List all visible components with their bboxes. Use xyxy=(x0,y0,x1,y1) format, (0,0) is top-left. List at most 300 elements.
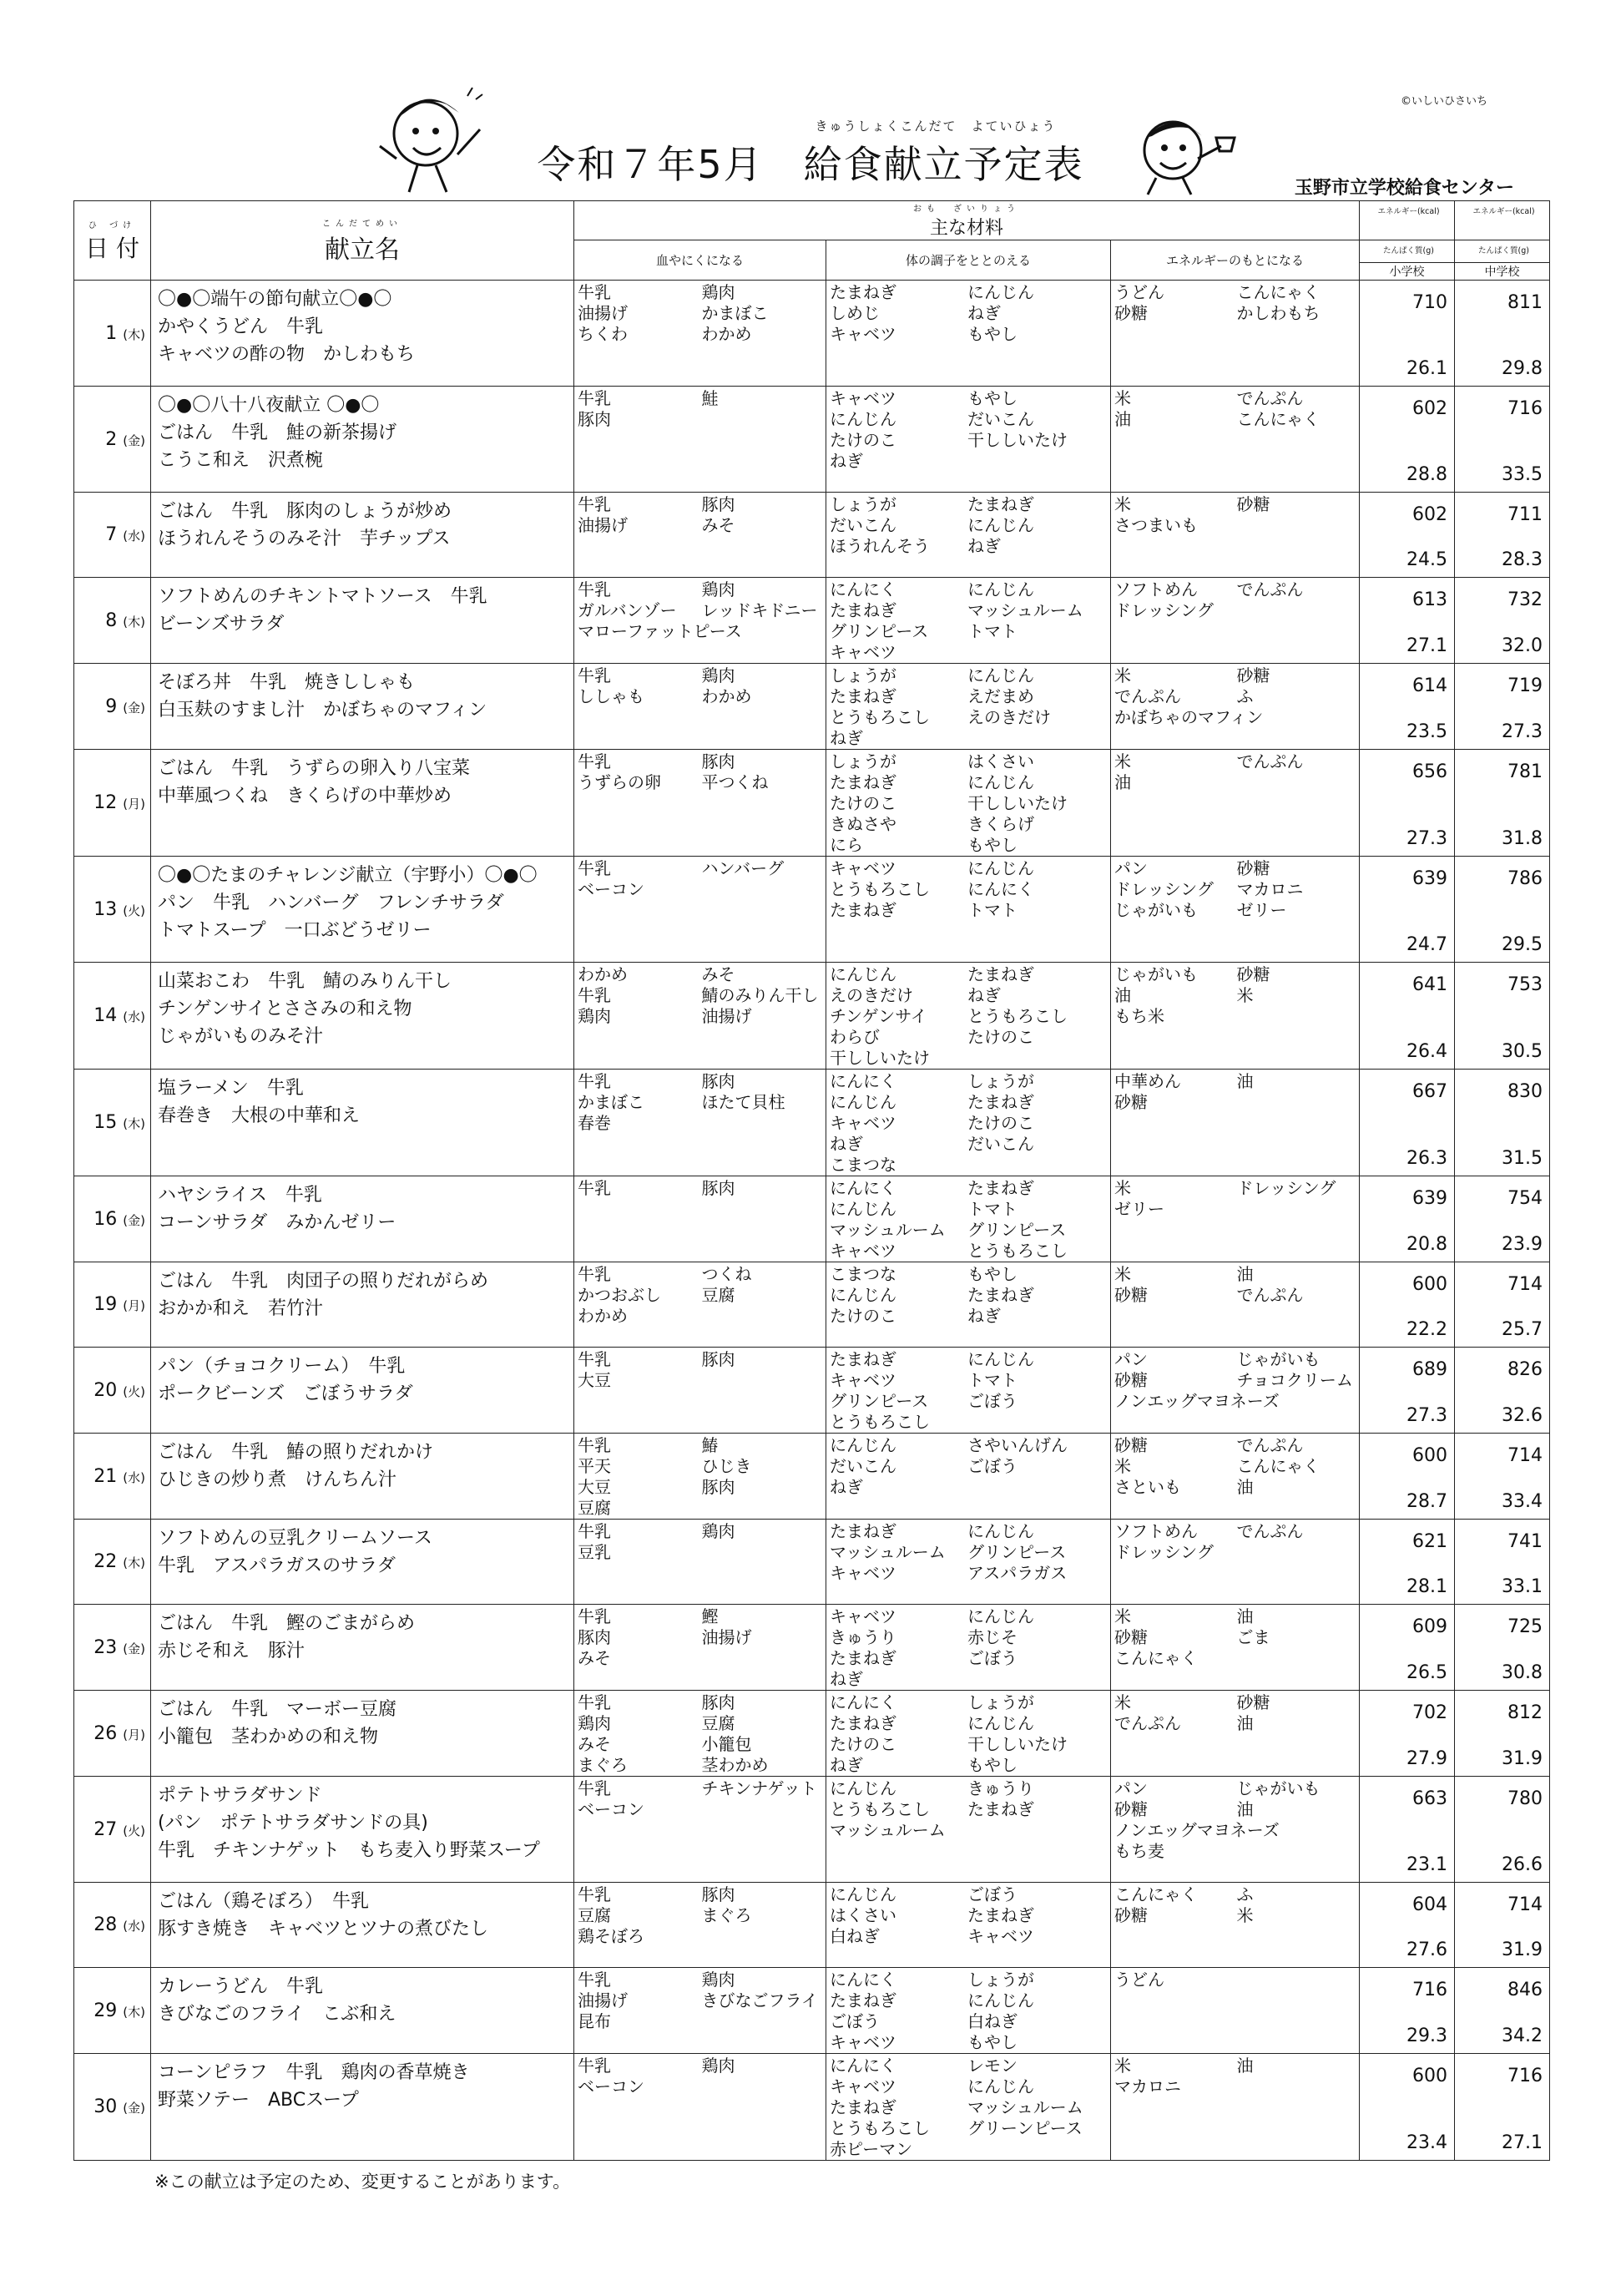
material-item: 干ししいたけ xyxy=(967,1734,1068,1754)
material-item: じゃがいも xyxy=(1236,1349,1321,1369)
material-item: 牛乳 xyxy=(578,858,611,878)
menu-row xyxy=(74,1070,1550,1176)
material-item: たまねぎ xyxy=(830,1349,896,1369)
protein-value: 23.5 xyxy=(1406,721,1447,742)
material-item: きぬさや xyxy=(830,814,896,834)
material-item xyxy=(702,879,826,900)
material-item: ゼリー xyxy=(1236,900,1287,920)
energy-value: 716 xyxy=(1507,398,1543,419)
material-item: 豚肉 xyxy=(701,494,735,514)
menu-cell xyxy=(151,1605,574,1691)
material-item: 油揚げ xyxy=(578,303,628,323)
junior-nutrition-cell xyxy=(1455,1262,1550,1348)
material-item: 砂糖 xyxy=(1114,303,1148,323)
material-item: 牛乳 xyxy=(578,494,611,514)
material-item: 砂糖 xyxy=(1114,1799,1148,1819)
material-item xyxy=(702,2076,826,2097)
material-item: しょうが xyxy=(967,1970,1034,1990)
material-item: でんぷん xyxy=(1114,686,1181,706)
menu-row xyxy=(74,1691,1550,1777)
elementary-nutrition-cell xyxy=(1360,857,1455,963)
date-cell: 21 (水) xyxy=(74,1434,151,1520)
energy-value: 811 xyxy=(1507,292,1543,313)
material-item: もやし xyxy=(967,324,1018,344)
material-item: ししゃも xyxy=(578,686,644,706)
material-item: 豆腐 xyxy=(701,1285,735,1305)
menu-item: ごはん 牛乳 うずらの卵入り八宝菜 xyxy=(158,758,471,779)
material-item: ごぼう xyxy=(967,1456,1018,1476)
material-item: ごぼう xyxy=(967,1391,1018,1411)
menu-item: ほうれんそうのみそ汁 芋チップス xyxy=(158,528,451,549)
junior-nutrition-cell xyxy=(1455,1348,1550,1434)
material-item: チンゲンサイ xyxy=(830,1006,927,1026)
material-item: ねぎ xyxy=(830,1755,863,1775)
blood-materials-cell xyxy=(574,750,826,857)
material-item: マカロニ xyxy=(1236,879,1304,899)
energy-value: 641 xyxy=(1412,974,1447,995)
footer-note: ※この献立は予定のため、変更することがあります。 xyxy=(154,2172,571,2192)
menu-cell xyxy=(151,1070,574,1176)
material-item: ねぎ xyxy=(830,728,863,748)
material-item: 牛乳 xyxy=(578,1970,611,1990)
material-item: かぼちゃのマフィン xyxy=(1114,707,1264,727)
energy-value: 689 xyxy=(1412,1359,1447,1380)
material-item: 豚肉 xyxy=(701,1349,735,1369)
material-item: マッシュルーム xyxy=(830,1542,946,1562)
material-item: とうもろこし xyxy=(830,707,930,727)
menu-item: 野菜ソテー ABCスープ xyxy=(158,2090,359,2111)
material-item: 牛乳 xyxy=(578,1606,611,1626)
material-item: 白ねぎ xyxy=(967,2011,1018,2031)
material-item xyxy=(967,1412,1105,1433)
material-item: うどん xyxy=(1114,282,1164,302)
material-item: 米 xyxy=(1114,1606,1131,1626)
material-item xyxy=(702,1542,826,1563)
material-item: 鶏肉 xyxy=(701,579,735,599)
protein-value: 26.3 xyxy=(1406,1148,1447,1169)
protein-value: 26.1 xyxy=(1406,358,1447,379)
material-item: 米 xyxy=(1114,1264,1131,1284)
material-item: 米 xyxy=(1114,665,1131,685)
protein-value: 30.5 xyxy=(1502,1041,1543,1062)
material-item: 鶏肉 xyxy=(701,2056,735,2076)
menu-item: 春巻き 大根の中華和え xyxy=(158,1105,361,1126)
material-item: 油揚げ xyxy=(701,1006,752,1026)
material-item xyxy=(967,1477,1105,1498)
energy-materials-cell xyxy=(1111,664,1360,750)
menu-cell xyxy=(151,963,574,1070)
material-item: みそ xyxy=(701,515,735,535)
material-item: 砂糖 xyxy=(1114,1092,1148,1112)
material-item: 豚肉 xyxy=(578,1627,611,1647)
material-item: たまねぎ xyxy=(830,600,896,620)
junior-nutrition-cell xyxy=(1455,750,1550,857)
menu-item: きびなごのフライ こぶ和え xyxy=(158,2004,396,2025)
material-item: トマト xyxy=(967,1199,1018,1219)
material-item: かまぼこ xyxy=(578,1092,644,1112)
energy-value: 602 xyxy=(1412,504,1447,525)
material-item: わかめ xyxy=(578,1306,628,1326)
protein-value: 26.5 xyxy=(1406,1662,1447,1683)
protein-value: 31.9 xyxy=(1502,1748,1543,1769)
body-materials-cell xyxy=(826,493,1111,578)
menu-row xyxy=(74,1348,1550,1434)
material-item: もやし xyxy=(967,1264,1018,1284)
date-cell: 23 (金) xyxy=(74,1605,151,1691)
body-materials-cell xyxy=(826,1777,1111,1883)
material-item: でんぷん xyxy=(1236,1285,1304,1305)
body-materials-cell xyxy=(826,578,1111,664)
material-item: さつまいも xyxy=(1114,515,1198,535)
material-item: 鰆 xyxy=(701,1435,719,1455)
material-item: 小籠包 xyxy=(701,1734,752,1754)
blood-materials-cell xyxy=(574,1070,826,1176)
menu-item: 豚すき焼き キャベツとツナの煮びたし xyxy=(158,1919,489,1939)
material-item: たまねぎ xyxy=(830,772,896,792)
material-item: とうもろこし xyxy=(830,879,930,899)
blood-materials-cell xyxy=(574,1883,826,1968)
material-item: 鶏肉 xyxy=(701,282,735,302)
body-materials-cell xyxy=(826,387,1111,493)
blood-materials-cell xyxy=(574,578,826,664)
material-item: わかめ xyxy=(701,686,752,706)
material-item: 牛乳 xyxy=(578,1435,611,1455)
menu-item: 〇●〇八十八夜献立 〇●〇 xyxy=(158,395,380,416)
material-item: 牛乳 xyxy=(578,2056,611,2076)
material-item xyxy=(702,1648,826,1669)
material-item: にんじん xyxy=(830,409,896,429)
material-item: グリンピース xyxy=(967,1220,1067,1240)
material-item: 油 xyxy=(1114,772,1131,792)
material-item: にんじん xyxy=(967,282,1034,302)
material-item: キャベツ xyxy=(830,388,896,408)
material-item: たまねぎ xyxy=(830,1648,896,1668)
protein-value: 27.9 xyxy=(1406,1748,1447,1769)
menu-item: チンゲンサイとささみの和え物 xyxy=(158,999,412,1019)
menu-item: 白玉麸のすまし汁 かぼちゃのマフィン xyxy=(158,700,487,721)
material-item: ちくわ xyxy=(578,324,628,344)
menu-item: ソフトめんの豆乳クリームソース xyxy=(158,1528,432,1549)
material-item: ソフトめん xyxy=(1114,1521,1198,1541)
menu-item: おかか和え 若竹汁 xyxy=(158,1298,324,1319)
material-item: ふ xyxy=(1236,1884,1254,1904)
material-item: たけのこ xyxy=(967,1027,1034,1047)
energy-value: 741 xyxy=(1507,1531,1543,1552)
material-item: ドレッシング xyxy=(1114,600,1214,620)
menu-item: ごはん 牛乳 肉団子の照りだれがらめ xyxy=(158,1271,489,1292)
material-item: 米 xyxy=(1114,1456,1131,1476)
material-item: にんじん xyxy=(830,1092,896,1112)
menu-item: じゃがいものみそ汁 xyxy=(158,1026,324,1047)
protein-value: 28.8 xyxy=(1406,464,1447,485)
date-cell: 15 (木) xyxy=(74,1070,151,1176)
material-item: とうもろこし xyxy=(967,1006,1068,1026)
energy-materials-cell xyxy=(1111,493,1360,578)
menu-cell xyxy=(151,1520,574,1605)
elementary-nutrition-cell xyxy=(1360,1070,1455,1176)
material-item: 豚肉 xyxy=(578,409,611,429)
material-item xyxy=(1237,515,1360,536)
material-item: にんじん xyxy=(967,1521,1034,1541)
material-item: 油 xyxy=(1236,1071,1254,1091)
material-item: ノンエッグマヨネーズ xyxy=(1114,1391,1280,1411)
menu-item: 小籠包 茎わかめの和え物 xyxy=(158,1727,379,1747)
material-item: とうもろこし xyxy=(830,1799,930,1819)
blood-materials-cell xyxy=(574,963,826,1070)
material-item: みそ xyxy=(578,1734,611,1754)
material-item: みそ xyxy=(701,964,735,984)
protein-value: 23.1 xyxy=(1406,1854,1447,1875)
elementary-nutrition-cell xyxy=(1360,963,1455,1070)
material-item: 牛乳 xyxy=(578,751,611,771)
junior-nutrition-cell xyxy=(1455,1777,1550,1883)
elementary-nutrition-cell xyxy=(1360,1691,1455,1777)
material-item xyxy=(967,1820,1105,1841)
energy-value: 613 xyxy=(1412,589,1447,610)
material-item: ごま xyxy=(1236,1627,1270,1647)
elementary-nutrition-cell xyxy=(1360,1520,1455,1605)
energy-value: 639 xyxy=(1412,1188,1447,1209)
menu-row xyxy=(74,1605,1550,1691)
material-item: もち米 xyxy=(1114,1006,1164,1026)
menu-item: コーンサラダ みかんゼリー xyxy=(158,1212,396,1233)
material-item: 油揚げ xyxy=(701,1627,752,1647)
material-item: はくさい xyxy=(830,1905,896,1925)
menu-cell xyxy=(151,493,574,578)
material-item xyxy=(702,1498,826,1519)
body-materials-cell xyxy=(826,1176,1111,1262)
menu-item: 〇●〇端午の節句献立〇●〇 xyxy=(158,289,392,310)
elementary-nutrition-cell xyxy=(1360,281,1455,387)
material-item: キャベツ xyxy=(830,324,896,344)
menu-item: カレーうどん 牛乳 xyxy=(158,1976,324,1997)
elementary-nutrition-cell xyxy=(1360,1968,1455,2054)
material-item: 鶏肉 xyxy=(701,665,735,685)
material-item: じゃがいも xyxy=(1114,900,1198,920)
energy-materials-cell xyxy=(1111,1070,1360,1176)
material-item: じゃがいも xyxy=(1236,1778,1321,1798)
material-item: しょうが xyxy=(967,1692,1034,1712)
date-cell: 12 (月) xyxy=(74,750,151,857)
material-item xyxy=(1252,1391,1359,1412)
menu-item: ポテトサラダサンド xyxy=(158,1785,322,1806)
material-item: 鶏肉 xyxy=(701,1970,735,1990)
menu-row xyxy=(74,578,1550,664)
protein-value: 31.8 xyxy=(1502,828,1543,849)
protein-value: 23.4 xyxy=(1406,2132,1447,2153)
material-item: かまぼこ xyxy=(701,303,769,323)
material-item xyxy=(702,2011,826,2032)
body-materials-cell xyxy=(826,857,1111,963)
material-item: にんじん xyxy=(830,1884,896,1904)
material-item: ねぎ xyxy=(967,536,1001,556)
menu-item: こうこ和え 沢煮椀 xyxy=(158,450,324,471)
menu-item: ごはん 牛乳 マーボー豆腐 xyxy=(158,1699,397,1720)
material-item xyxy=(1237,1006,1360,1027)
material-item: わかめ xyxy=(701,324,752,344)
material-item: だいこん xyxy=(967,409,1034,429)
junior-nutrition-cell xyxy=(1455,1691,1550,1777)
material-item: でんぷん xyxy=(1236,1435,1304,1455)
menu-cell xyxy=(151,1434,574,1520)
body-materials-cell xyxy=(826,1434,1111,1520)
junior-nutrition-cell xyxy=(1455,1605,1550,1691)
protein-value: 20.8 xyxy=(1406,1234,1447,1255)
material-item: 中華めん xyxy=(1114,1071,1181,1091)
header-energy-elem: エネルギー(kcal) xyxy=(1360,201,1455,240)
material-item: にんじん xyxy=(967,515,1034,535)
material-item: キャベツ xyxy=(830,1113,896,1133)
protein-value: 27.3 xyxy=(1406,1405,1447,1426)
material-item xyxy=(967,1669,1105,1690)
menu-item: そぼろ丼 牛乳 焼きししゃも xyxy=(158,672,416,693)
material-item xyxy=(702,1113,826,1134)
body-materials-cell xyxy=(826,1691,1111,1777)
energy-value: 716 xyxy=(1507,2066,1543,2086)
menu-row xyxy=(74,1176,1550,1262)
material-item: ねぎ xyxy=(967,1306,1001,1326)
material-item: マッシュルーム xyxy=(830,1820,946,1840)
menu-cell xyxy=(151,387,574,493)
material-item: トマト xyxy=(967,1370,1018,1390)
material-item: 豆乳 xyxy=(578,1542,611,1562)
material-item: 豚肉 xyxy=(701,1178,735,1198)
material-item: とうもろこし xyxy=(967,1241,1068,1261)
material-item: トマト xyxy=(967,621,1018,641)
header-menu: こんだてめい 献立名 xyxy=(151,201,574,281)
material-item: 牛乳 xyxy=(578,1692,611,1712)
material-item: ドレッシング xyxy=(1114,1542,1214,1562)
copyright: ©いしいひさいち xyxy=(1400,95,1487,108)
material-item: 春巻 xyxy=(578,1113,611,1133)
protein-value: 33.5 xyxy=(1502,464,1543,485)
material-item xyxy=(1252,1820,1359,1841)
material-item: ねぎ xyxy=(967,303,1001,323)
material-item: きくらげ xyxy=(967,814,1034,834)
material-item: 平つくね xyxy=(701,772,769,792)
elementary-nutrition-cell xyxy=(1360,493,1455,578)
elementary-nutrition-cell xyxy=(1360,1262,1455,1348)
material-item xyxy=(1237,2076,1360,2097)
material-item: 豚肉 xyxy=(701,1477,735,1497)
header-protein-elem: たんぱく質(g) xyxy=(1360,240,1455,263)
menu-item: パン（チョコクリーム） 牛乳 xyxy=(158,1356,406,1377)
header-junior: 中学校 xyxy=(1455,263,1550,281)
material-item: かつおぶし xyxy=(578,1285,661,1305)
menu-item: ビーンズサラダ xyxy=(158,614,285,635)
material-item: つくね xyxy=(701,1264,752,1284)
material-item: ねぎ xyxy=(830,451,863,471)
menu-row xyxy=(74,1262,1550,1348)
menu-row xyxy=(74,1434,1550,1520)
material-item: きびなごフライ xyxy=(701,1990,818,2010)
menu-row xyxy=(74,493,1550,578)
protein-value: 28.7 xyxy=(1406,1491,1447,1512)
material-item: にんにく xyxy=(830,1692,896,1712)
body-materials-cell xyxy=(826,1520,1111,1605)
material-item xyxy=(967,2139,1105,2160)
material-item: ふ xyxy=(1236,686,1254,706)
material-item: ねぎ xyxy=(830,1134,863,1154)
protein-value: 33.4 xyxy=(1502,1491,1543,1512)
junior-nutrition-cell xyxy=(1455,1434,1550,1520)
energy-materials-cell xyxy=(1111,963,1360,1070)
protein-value: 29.8 xyxy=(1502,358,1543,379)
material-item: もやし xyxy=(967,1755,1018,1775)
material-item: まぐろ xyxy=(701,1905,752,1925)
header-protein-jr: たんぱく質(g) xyxy=(1455,240,1550,263)
menu-cell xyxy=(151,1968,574,2054)
junior-nutrition-cell xyxy=(1455,2054,1550,2161)
elementary-nutrition-cell xyxy=(1360,1348,1455,1434)
menu-item: (パン ポテトサラダサンドの具) xyxy=(158,1813,428,1833)
material-item: みそ xyxy=(578,1648,611,1668)
header-blood: 血やにくになる xyxy=(574,240,826,281)
material-item: トマト xyxy=(967,900,1018,920)
junior-nutrition-cell xyxy=(1455,963,1550,1070)
material-item: でんぷん xyxy=(1236,388,1304,408)
energy-value: 812 xyxy=(1507,1702,1543,1723)
menu-cell xyxy=(151,2054,574,2161)
material-item: 牛乳 xyxy=(578,1349,611,1369)
energy-value: 714 xyxy=(1507,1894,1543,1915)
material-item: 米 xyxy=(1114,494,1131,514)
material-item: 昆布 xyxy=(578,2011,611,2031)
junior-nutrition-cell xyxy=(1455,1520,1550,1605)
material-item: しょうが xyxy=(830,494,896,514)
energy-value: 714 xyxy=(1507,1274,1543,1295)
material-item: マローファットピース xyxy=(578,621,742,641)
material-item: にんじん xyxy=(830,1285,896,1305)
menu-item: 〇●〇たまのチャレンジ献立（宇野小）〇●〇 xyxy=(158,865,538,886)
material-item xyxy=(715,621,826,642)
energy-value: 667 xyxy=(1412,1081,1447,1102)
energy-value: 614 xyxy=(1412,675,1447,696)
protein-value: 32.0 xyxy=(1502,635,1543,656)
material-item: にんにく xyxy=(830,2056,896,2076)
menu-cell xyxy=(151,1883,574,1968)
energy-materials-cell xyxy=(1111,857,1360,963)
material-item: えのきだけ xyxy=(830,985,913,1005)
material-item: たけのこ xyxy=(830,1306,896,1326)
material-item: キャベツ xyxy=(830,2032,896,2052)
date-cell: 9 (金) xyxy=(74,664,151,750)
protein-value: 28.1 xyxy=(1406,1576,1447,1597)
date-cell: 28 (水) xyxy=(74,1883,151,1968)
protein-value: 31.9 xyxy=(1502,1939,1543,1960)
material-item: 赤ピーマン xyxy=(830,2139,913,2159)
header-elementary: 小学校 xyxy=(1360,263,1455,281)
material-item: 米 xyxy=(1114,1692,1131,1712)
protein-value: 29.3 xyxy=(1406,2025,1447,2046)
material-item: 鶏そぼろ xyxy=(578,1926,644,1946)
menu-cell xyxy=(151,750,574,857)
material-item: だいこん xyxy=(830,515,896,535)
material-item: 油揚げ xyxy=(578,515,628,535)
elementary-nutrition-cell xyxy=(1360,1434,1455,1520)
energy-materials-cell xyxy=(1111,1520,1360,1605)
material-item: たまねぎ xyxy=(830,2097,896,2117)
material-item: ねぎ xyxy=(830,1477,863,1497)
material-item: にんじん xyxy=(967,665,1034,685)
material-item: マッシュルーム xyxy=(967,2097,1083,2117)
material-item: こんにゃく xyxy=(1114,1648,1198,1668)
blood-materials-cell xyxy=(574,387,826,493)
material-item: キャベツ xyxy=(967,1926,1034,1946)
material-item: 白ねぎ xyxy=(830,1926,880,1946)
material-item: にんじん xyxy=(830,964,896,984)
energy-value: 604 xyxy=(1412,1894,1447,1915)
